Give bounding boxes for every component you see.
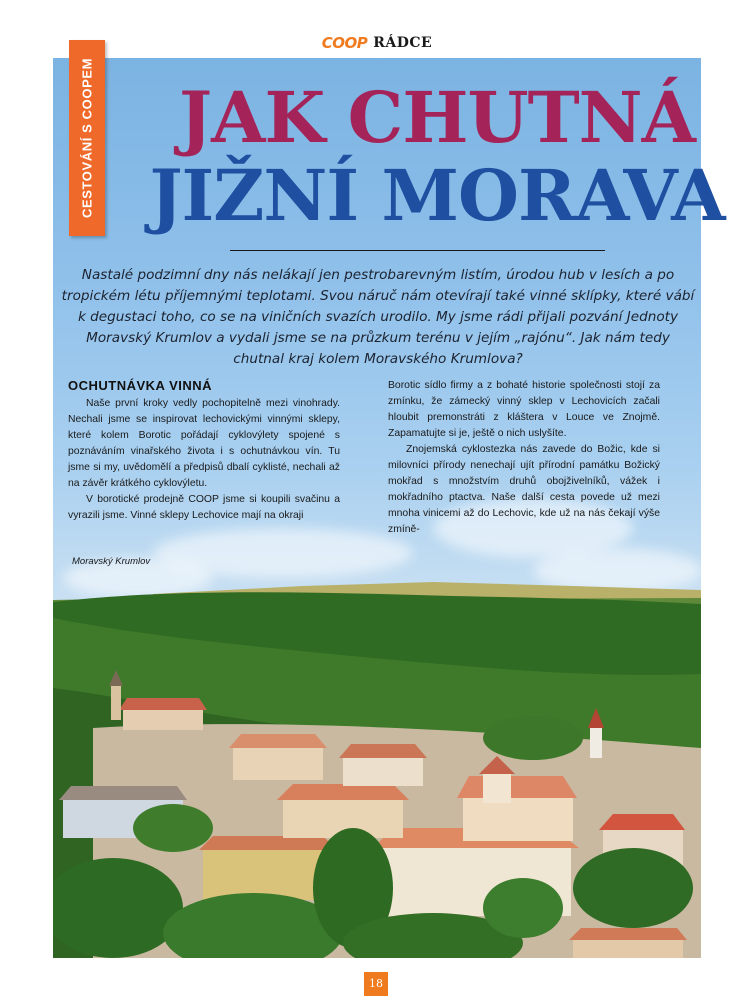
headline-line-1: JAK CHUTNÁ — [179, 76, 695, 159]
article-paragraph: V borotické prodejně COOP jsme si koupili svačinu a vyrazili jsme. Vinné sklepy Lechovice mají na okraji — [68, 494, 340, 521]
headline-line-2: JIŽNÍ MORAVA — [149, 154, 725, 237]
article-column-right — [388, 378, 660, 538]
page-number: 18 — [364, 972, 388, 996]
article-paragraph: Naše první kroky vedly pochopitelně mezi vinohrady. Nechali jsme se inspirovat lechovickými vinnými sklepy, které kolem Borotic pořádají cyklovýlety spojené s poznáváním vinařského života i s ochutnávkou vín. Tu jsme si my, uvědomělí a předpisů dbalí cyklisté, nechali až na závěr krátkého cyklovýletu. — [68, 398, 340, 489]
article-paragraph: Borotic sídlo firmy a z bohaté historie společnosti stojí za zmínku, že zámecký vinný sklep v Lechovicích začali hloubit premonstráti z kláštera v Louce ve Znojmě. Zapamatujte si je, ještě o nich uslyšíte. — [388, 380, 660, 439]
coop-logo: COOP — [321, 34, 368, 52]
article-column-left — [68, 378, 340, 524]
article-paragraph: Znojemská cyklostezka nás zavede do Božic, kde si milovníci přírody nenechají ujít přírodní památku Božický mokřad s množstvím druhů obojživelníků, vážek i mokřadního ptactva. Naše další cesta povede už mezi mnoha vinicemi až do Lechovic, kde už na nás čekají výše zmíně- — [388, 444, 660, 535]
photo-caption: Moravský Krumlov — [72, 556, 151, 567]
article-heading: OCHUTNÁVKA VINNÁ — [68, 378, 213, 393]
page-header — [0, 32, 754, 54]
section-title: RÁDCE — [373, 35, 433, 51]
lead-paragraph: Nastalé podzimní dny nás nelákají jen pestrobarevným listím, úrodou hub v lesích a po tropickém létu příjemnými teplotami. Svou náruč nám otevírají také vinné sklípky, které vábí k degustaci toho, co se na viničních svazích urodilo. My jsme rádi přijali pozvání Jednoty Moravský Krumlov a vydali jsme se na průzkum terénu v jejím „rajónu“. Jak nám tedy chutnal kraj kolem Moravského Krumlova? — [61, 267, 695, 367]
section-tab-label: CESTOVÁNÍ S COOPEM — [79, 57, 95, 219]
town-landscape — [53, 578, 701, 958]
title-divider — [230, 250, 605, 251]
